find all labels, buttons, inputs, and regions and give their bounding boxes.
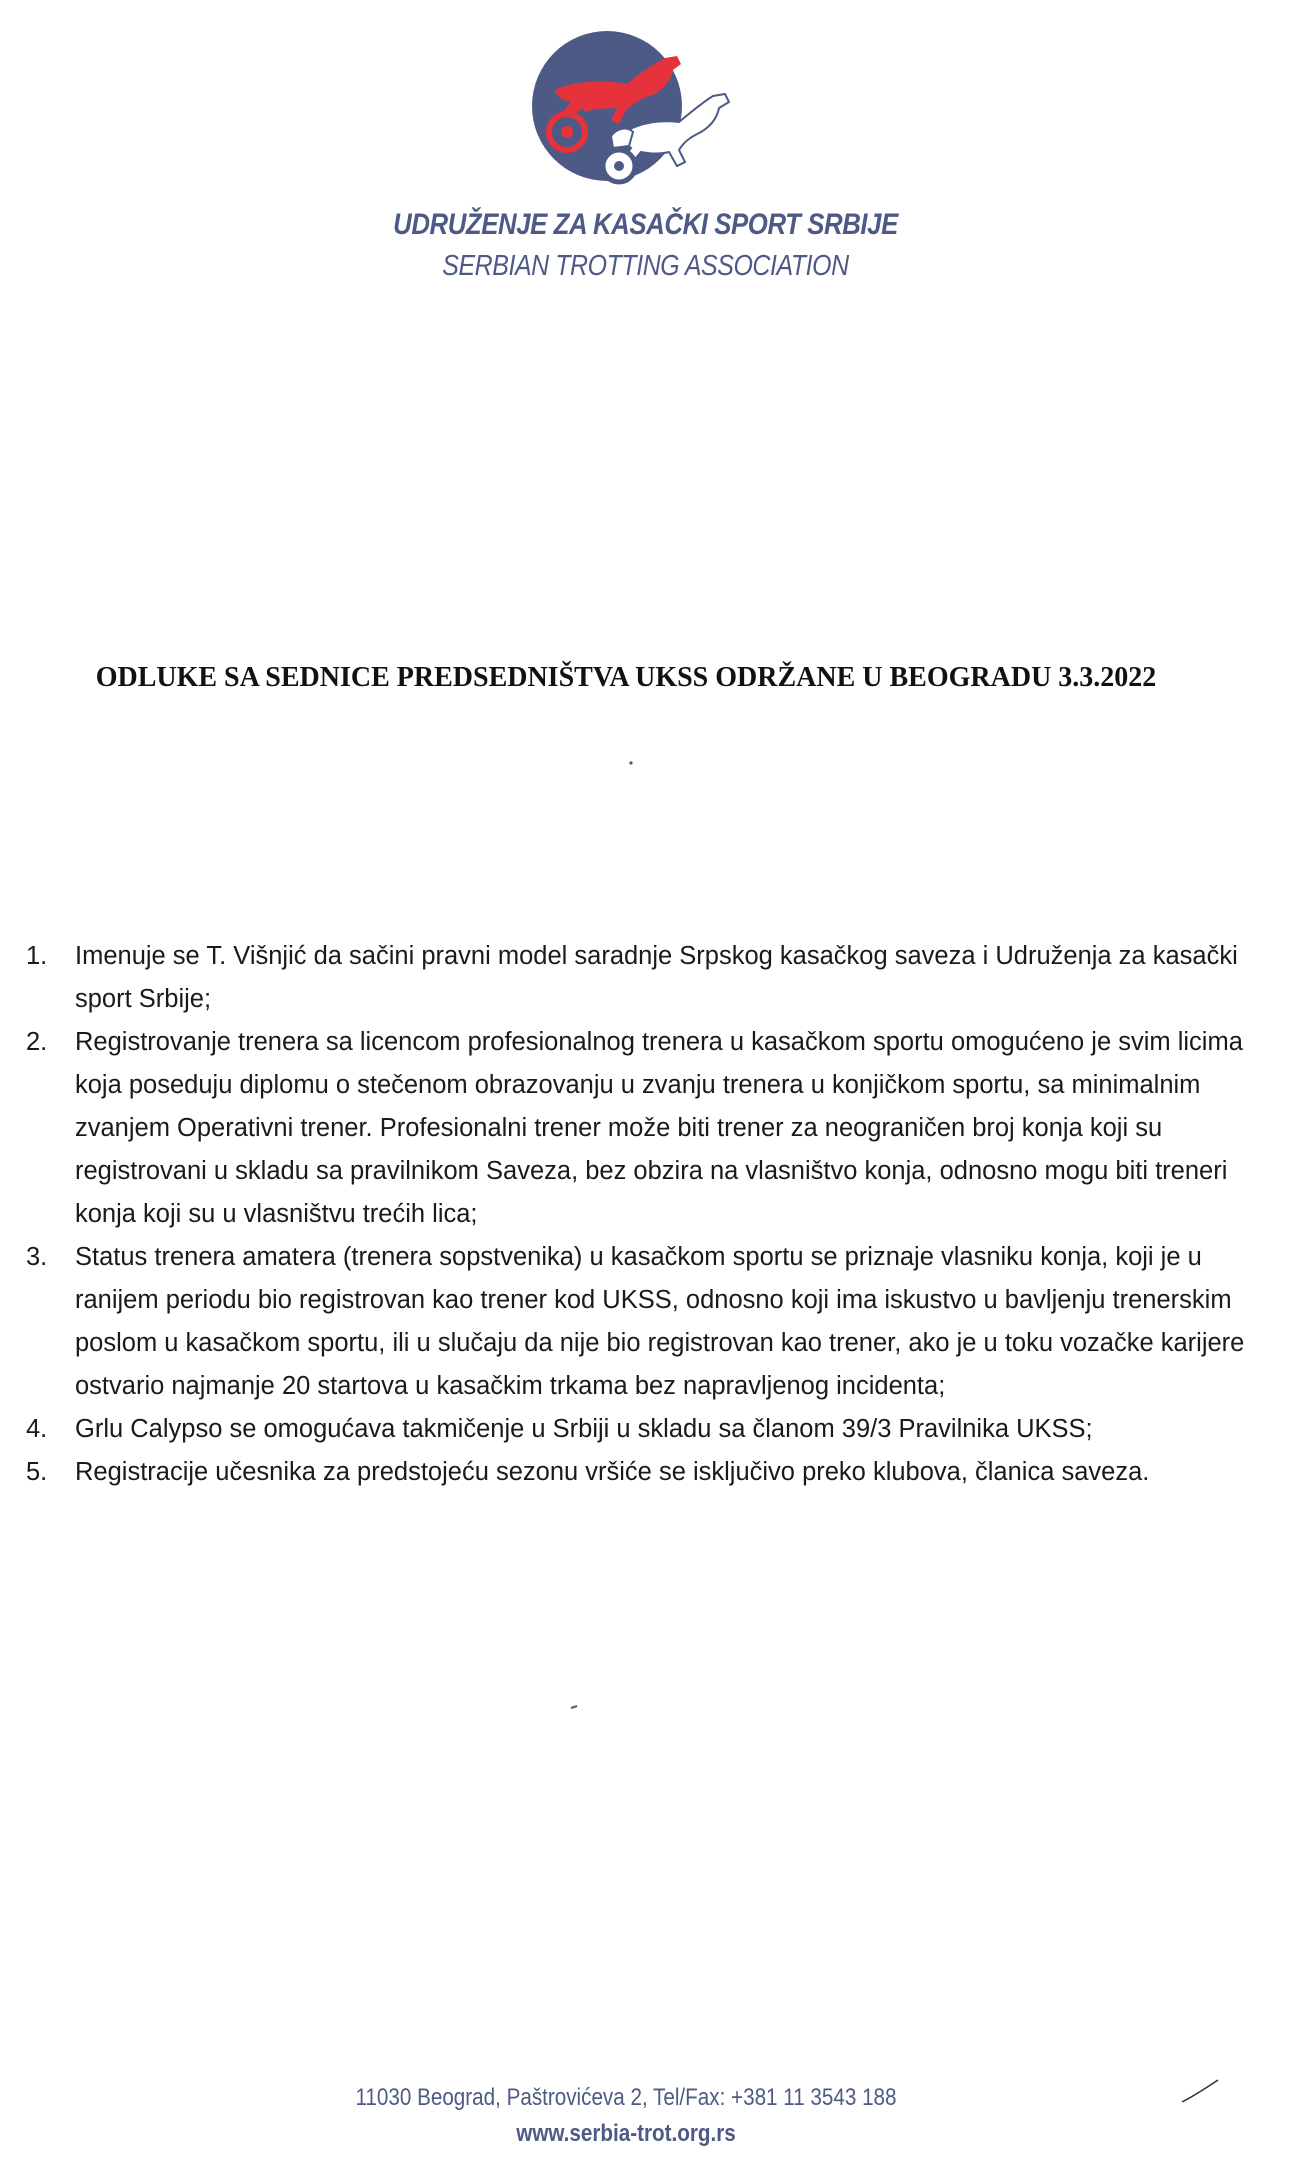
organization-name-english: SERBIAN TROTTING ASSOCIATION — [442, 250, 849, 282]
decision-number: 4. — [26, 1415, 48, 1443]
decision-item — [0, 1451, 1260, 1494]
decisions-list — [0, 935, 1260, 1494]
decision-number: 2. — [26, 1028, 48, 1056]
footer-address: 11030 Beograd, Paštrovićeva 2, Tel/Fax: +381 11 3543 188 — [355, 2084, 897, 2111]
footer-website-link[interactable]: www.serbia-trot.org.rs — [516, 2120, 736, 2147]
organization-name: UDRUŽENJE ZA KASAČKI SPORT SRBIJE — [393, 208, 898, 241]
association-logo — [515, 28, 745, 188]
scan-speck — [628, 760, 634, 766]
decision-number: 3. — [26, 1243, 48, 1271]
decision-item — [0, 935, 1260, 1021]
decision-text: Grlu Calypso se omogućava takmičenje u Srbiji u skladu sa članom 39/3 Pravilnika UKSS; — [75, 1415, 1093, 1443]
scan-speck — [570, 1704, 578, 1710]
decision-text: Status trenera amatera (trenera sopstvenika) u kasačkom sportu se priznaje vlasniku konja, koji je u ranijem periodu bio registrovan kao trener kod UKSS, odnosno koji ima iskustvo u bavljenju trenerskim poslom u kasačkom sportu, ili u slučaju da nije bio registrovan kao trener, ako je u toku vozačke karijere ostvario najmanje 20 startova u kasačkim trkama bez napravljenog incidenta; — [75, 1243, 1245, 1400]
document-title: ODLUKE SA SEDNICE PREDSEDNIŠTVA UKSS ODRŽANE U BEOGRADU 3.3.2022 — [95, 662, 1157, 693]
decision-number: 1. — [26, 942, 48, 970]
scan-speck — [1180, 2076, 1220, 2106]
decision-item — [0, 1021, 1260, 1236]
decision-item — [0, 1408, 1260, 1451]
decision-text: Registrovanje trenera sa licencom profesionalnog trenera u kasačkom sportu omogućeno je svim licima koja poseduju diplomu o stečenom obrazovanju u zvanju trenera u konjičkom sportu, sa minimalnim zvanjem Operativni trener. Profesionalni trener može biti trener za neograničen broj konja koji su registrovani u skladu sa pravilnikom Saveza, bez obzira na vlasništvo konja, odnosno mogu biti treneri konja koji su u vlasništvu trećih lica; — [75, 1028, 1243, 1228]
decision-number: 5. — [26, 1458, 48, 1486]
decision-text: Registracije učesnika za predstojeću sezonu vršiće se isključivo preko klubova, članica saveza. — [75, 1458, 1150, 1486]
decision-item — [0, 1236, 1260, 1408]
decision-text: Imenuje se T. Višnjić da sačini pravni model saradnje Srpskog kasačkog saveza i Udruženja za kasački sport Srbije; — [75, 942, 1238, 1013]
trotting-horse-sulky-logo-icon — [515, 28, 745, 188]
